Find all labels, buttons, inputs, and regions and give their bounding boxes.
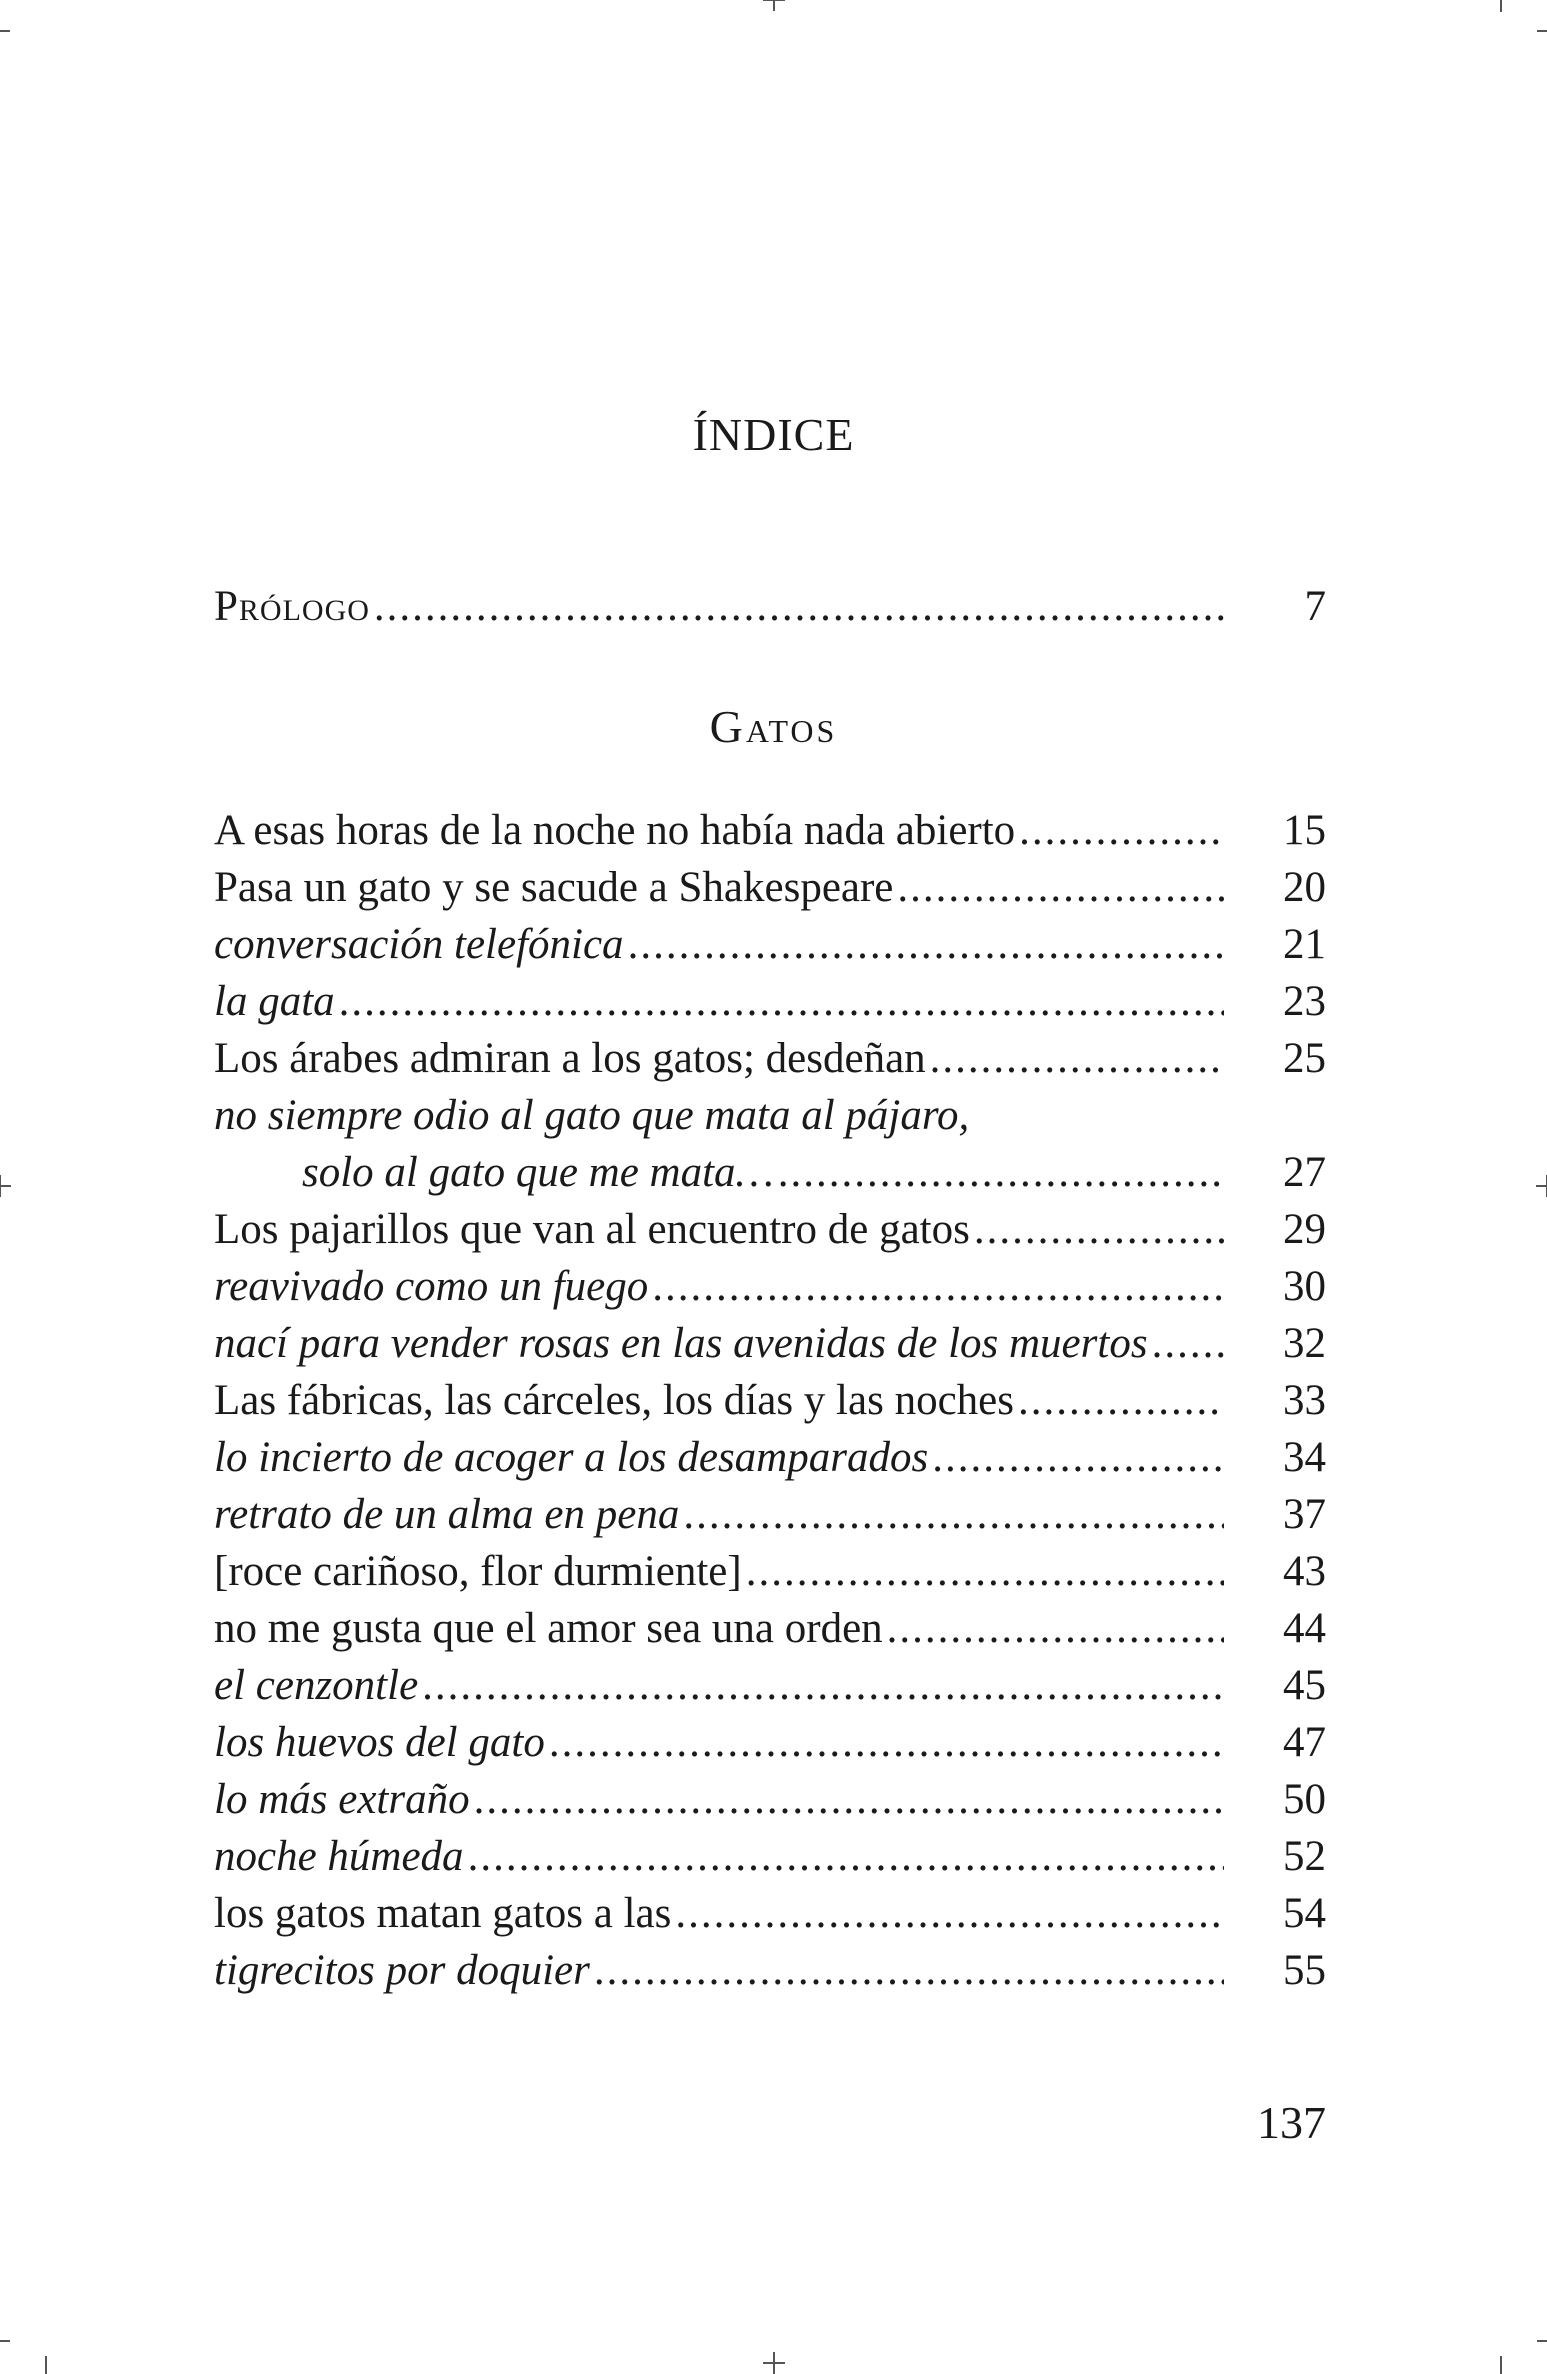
dot-leader	[932, 1429, 1224, 1486]
toc-entry-page: 37	[1283, 1491, 1326, 1538]
toc-entry-page: 7	[1304, 583, 1326, 630]
toc-entry	[214, 802, 1326, 859]
dot-leader	[1018, 1372, 1224, 1429]
dot-leader	[468, 1828, 1224, 1885]
crop-mark-bottom-right-v	[1500, 2356, 1502, 2374]
toc-entry-title: Pasa un gato y se sacude a Shakespeare	[214, 864, 894, 911]
toc-entry-page: 27	[1283, 1149, 1326, 1196]
toc-entry-page: 20	[1283, 864, 1326, 911]
toc-entry	[214, 1885, 1326, 1942]
toc-entry-page: 32	[1283, 1320, 1326, 1367]
toc-entry	[214, 1543, 1326, 1600]
toc-entry-title: lo incierto de acoger a los desamparados	[214, 1434, 929, 1481]
toc-entry-page: 15	[1283, 807, 1326, 854]
toc-entry-page: 30	[1283, 1263, 1326, 1310]
toc-entry-title: Las fábricas, las cárceles, los días y las noches	[214, 1377, 1014, 1424]
toc-entry	[214, 1201, 1326, 1258]
toc-entry-title: Prólogo	[214, 583, 370, 630]
toc-entry-title: lo más extraño	[214, 1776, 470, 1823]
toc-entry-page: 47	[1283, 1719, 1326, 1766]
toc-list	[214, 802, 1326, 1999]
page-title: ÍNDICE	[692, 409, 855, 460]
dot-leader	[594, 1942, 1224, 1999]
toc-entry-title: Los pajarillos que van al encuentro de gatos	[214, 1206, 970, 1253]
dot-leader	[778, 1144, 1224, 1201]
toc-entry	[214, 1771, 1326, 1828]
dot-leader	[628, 916, 1224, 973]
toc-entry	[214, 1714, 1326, 1771]
dot-leader	[339, 973, 1224, 1030]
page-number: 137	[1257, 2097, 1326, 2148]
toc-entry-title: conversación telefónica	[214, 921, 624, 968]
toc-entry	[214, 859, 1326, 916]
registration-mark-top	[763, 0, 785, 11]
crop-mark-bottom-left-v	[45, 2356, 47, 2374]
dot-leader	[652, 1258, 1224, 1315]
toc-entry-page: 21	[1283, 921, 1326, 968]
toc-entry	[214, 1600, 1326, 1657]
toc-entry-title: la gata	[214, 978, 335, 1025]
dot-leader	[1019, 802, 1224, 859]
registration-mark-left	[0, 1175, 11, 1197]
dot-leader	[474, 1771, 1224, 1828]
toc-entry-title: tigrecitos por doquier	[214, 1947, 590, 1994]
toc-entry-title: no siempre odio al gato que mata al pájaro,	[214, 1092, 970, 1139]
toc-entry-title: A esas horas de la noche no había nada abierto	[214, 807, 1016, 854]
toc-entry-title: los huevos del gato	[214, 1719, 545, 1766]
toc-entry	[214, 1030, 1326, 1087]
toc-entry	[214, 1486, 1326, 1543]
toc-entry-page: 44	[1283, 1605, 1326, 1652]
toc-entry-title: noche húmeda	[214, 1833, 464, 1880]
toc-entry-title: no me gusta que el amor sea una orden	[214, 1605, 883, 1652]
toc-entry	[214, 1828, 1326, 1885]
toc-entry-page: 23	[1283, 978, 1326, 1025]
toc-entry	[214, 1144, 1326, 1201]
toc-entry-page: 52	[1283, 1833, 1326, 1880]
crop-mark-bottom-left	[0, 2340, 10, 2342]
toc-entry-title: retrato de un alma en pena	[214, 1491, 680, 1538]
dot-leader	[930, 1030, 1224, 1087]
registration-mark-bottom	[763, 2352, 785, 2374]
toc-entry-page: 54	[1283, 1890, 1326, 1937]
dot-leader	[683, 1486, 1224, 1543]
section-heading: Gatos	[709, 701, 838, 752]
dot-leader	[549, 1714, 1224, 1771]
dot-leader	[974, 1201, 1224, 1258]
toc-entry-prologo	[214, 582, 1326, 639]
crop-mark-top-right-v	[1500, 0, 1502, 12]
toc-entry-page: 25	[1283, 1035, 1326, 1082]
toc-entry	[214, 1942, 1326, 1999]
toc-entry-page: 50	[1283, 1776, 1326, 1823]
toc-entry	[214, 1258, 1326, 1315]
toc-entry	[214, 1315, 1326, 1372]
toc-entry-page: 34	[1283, 1434, 1326, 1481]
toc-entry-title: [roce cariñoso, flor durmiente]	[214, 1548, 742, 1595]
toc-entry	[214, 1087, 1326, 1144]
dot-leader	[1152, 1315, 1224, 1372]
toc-entry-title: nací para vender rosas en las avenidas de los muertos	[214, 1320, 1148, 1367]
dot-leader	[374, 582, 1224, 631]
toc-entry	[214, 1657, 1326, 1714]
toc-entry-title: el cenzontle	[214, 1662, 419, 1709]
crop-mark-bottom-right	[1537, 2340, 1547, 2342]
toc-entry-title: Los árabes admiran a los gatos; desdeñan	[214, 1035, 926, 1082]
dot-leader	[675, 1885, 1224, 1942]
crop-mark-top-right	[1537, 30, 1547, 32]
toc-entry-title: solo al gato que me mata…	[302, 1149, 774, 1196]
toc-entry-page: 45	[1283, 1662, 1326, 1709]
dot-leader	[422, 1657, 1224, 1714]
dot-leader	[746, 1543, 1224, 1600]
toc-entry-title: los gatos matan gatos a las	[214, 1890, 672, 1937]
dot-leader	[887, 1600, 1224, 1657]
toc-entry-page: 33	[1283, 1377, 1326, 1424]
toc-entry	[214, 973, 1326, 1030]
crop-mark-top-left	[0, 30, 10, 32]
toc-entry-page: 29	[1283, 1206, 1326, 1253]
registration-mark-right	[1536, 1175, 1547, 1197]
toc-entry-page: 55	[1283, 1947, 1326, 1994]
dot-leader	[897, 859, 1224, 916]
toc-entry	[214, 1429, 1326, 1486]
toc-entry-title: reavivado como un fuego	[214, 1263, 649, 1310]
toc-entry	[214, 916, 1326, 973]
toc-entry	[214, 1372, 1326, 1429]
toc-entry-page: 43	[1283, 1548, 1326, 1595]
